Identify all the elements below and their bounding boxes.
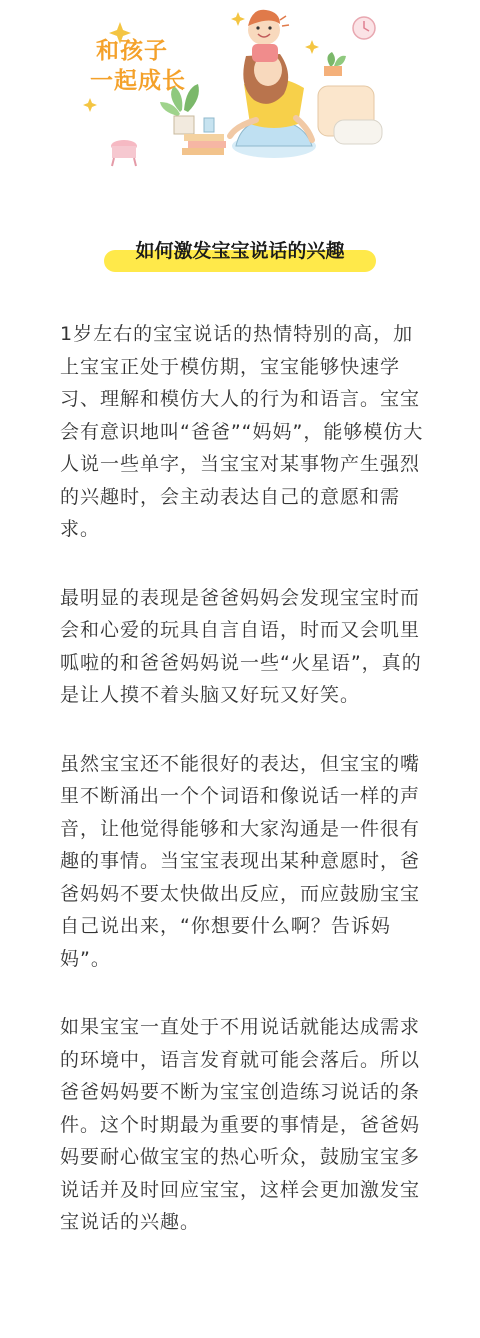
- paragraph-2: 最明显的表现是爸爸妈妈会发现宝宝时而会和心爱的玩具自言自语，时而又会叽里呱啦的和爸爸妈妈说一些“火星语”，真的是让人摸不着头脑又好玩又好笑。: [60, 586, 422, 706]
- mother-figure: [230, 54, 316, 158]
- header-illustration: [0, 0, 480, 210]
- section-title: 如何激发宝宝说话的兴趣: [135, 240, 345, 262]
- section-title-wrap: [104, 236, 376, 272]
- cup-icon: [204, 118, 214, 132]
- clock-icon: [353, 17, 375, 39]
- cushion-icon: [318, 86, 382, 144]
- slogan-line-2: 一起成长: [90, 68, 186, 94]
- paragraph-1: 1岁左右的宝宝说话的热情特别的高，加上宝宝正处于模仿期，宝宝能够快速学习、理解和模仿大人的行为和语言。宝宝会有意识地叫“爸爸”“妈妈”，能够模仿大人说一些单字，当宝宝对某事物产生强烈的兴趣时，会主动表达自己的意愿和需求。: [60, 323, 424, 540]
- child-figure: [248, 10, 289, 62]
- slogan-line-1: 和孩子: [96, 38, 168, 64]
- article-body: [60, 318, 428, 1275]
- mother-child-illustration: [0, 0, 480, 210]
- books-icon: [182, 134, 226, 155]
- small-plant-icon: [324, 52, 346, 76]
- stool-icon: [111, 140, 137, 166]
- paragraph-3: 虽然宝宝还不能很好的表达，但宝宝的嘴里不断涌出一个个词语和像说话一样的声音，让他觉得能够和大家沟通是一件很有趣的事情。当宝宝表现出某种意愿时，爸爸妈妈不要太快做出反应，而应鼓励宝宝自己说出来，“你想要什么啊？告诉妈妈”。: [60, 752, 421, 970]
- hero-slogan: [90, 36, 186, 96]
- paragraph-4: 如果宝宝一直处于不用说话就能达成需求的环境中，语言发育就可能会落后。所以爸爸妈妈要不断为宝宝创造练习说话的条件。这个时期最为重要的事情是，爸爸妈妈要耐心做宝宝的热心听众，鼓励宝宝多说话并及时回应宝宝，这样会更加激发宝宝说话的兴趣。: [60, 1016, 421, 1233]
